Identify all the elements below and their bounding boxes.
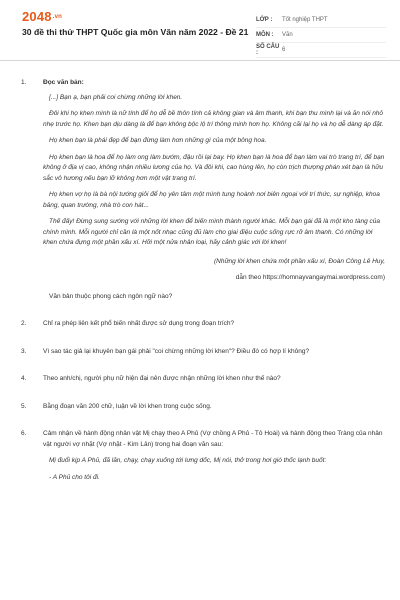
meta-key: MÔN : [256, 32, 274, 38]
meta-key: LỚP : [256, 17, 273, 23]
question-number: 5. [21, 402, 27, 410]
excerpt [43, 456, 385, 483]
passage-paragraph: Họ khen vợ họ là bà nội tướng giỏi để họ yên tâm một mình tung hoành nơi biên ngoại với trí thức, sự nghiệp, khoa bảng, quan trường, nhà trò con hát... [43, 191, 380, 209]
question-number: 2. [21, 320, 27, 327]
passage-paragraph: Thế đấy! Đừng sung sướng với những lời khen để biến mình thành người khác. Mỗi bạn gái đã là một kho tàng của chính mình. Mỗi người chỉ cần là một nốt nhạc cũng đủ làm cho giai điệu cuộc sống rực rỡ âm thanh. Có những lời khen chứa đựng một phần xấu xí. Hỡi một nửa nhân loại, hãy cảnh giác với lời khen! [43, 218, 381, 246]
meta-row-subject [256, 28, 386, 43]
passage-source: (Những lời khen chứa một phần xấu xí, Đoàn Công Lê Huy, [213, 257, 385, 265]
logo-text: 2048 [22, 9, 52, 24]
exam-content [21, 78, 385, 483]
question-number: 1. [21, 79, 27, 86]
meta-key: SỐ CÂU : [256, 44, 280, 56]
passage-paragraph: Họ khen bạn là phái đẹp để bạn đừng làm hơn những gì của một bông hoa. [49, 137, 267, 144]
question-number: 3. [21, 347, 27, 355]
passage-paragraph: Họ khen bạn là hoa để họ làm ong làm bướm, đậu rồi lại bay. Họ khen bạn là hoa để bạn làm vai trò trang trí, để bạn không ở địa vị cao, không nhận nhiều lương của họ. Và đôi khi, cao hùng lên, họ còn trịch thượng phán xét bạn là hữu sắc vô hương nếu bạn lỡ không hơn một vật trang trí. [43, 153, 385, 182]
question-text: Vì sao tác giả lại khuyên bạn gái phải "coi chừng những lời khen"? Điều đó có hợp lí không? [43, 347, 310, 355]
meta-value: Văn [282, 32, 293, 38]
page-title: 30 đề thi thử THPT Quốc gia môn Văn năm 2022 - Đề 21 [22, 27, 249, 37]
question-text: Bằng đoạn văn 200 chữ, luận về lời khen trong cuộc sống. [43, 402, 212, 410]
question-number: 6. [21, 430, 27, 437]
passage-source-link: dẫn theo https://homnayvangaymai.wordpress.com) [235, 274, 385, 281]
meta-row-class [256, 13, 386, 28]
reading-heading: Đọc văn bản: [43, 79, 84, 86]
logo-suffix: .vn [52, 14, 63, 20]
passage-paragraph: [...] Bạn ạ, bạn phải coi chừng những lời khen. [49, 93, 183, 101]
question-6 [21, 429, 385, 483]
question-text: Chỉ ra phép liên kết phổ biến nhất được sử dụng trong đoạn trích? [43, 320, 235, 327]
passage-paragraph: Đôi khi họ khen mình là nữ tính để họ dễ bề thôn tính cả không gian và âm thanh, khi bạn thu mình lại và ăn nói nhỏ nhẹ trước họ. Khen bạn dịu dàng là để bạn không bộc lộ trí thông minh hơn họ. Không cãi lại họ và họ dễ dàng áp đặt. [43, 110, 384, 128]
question-text: Cảm nhận về hành động nhân vật Mị chạy theo A Phủ (Vợ chồng A Phủ - Tô Hoài) và hành động theo Tràng của nhân vật người vợ nhặt (Vợ nhặt - Kim Lân) trong hai đoạn văn sau: [43, 430, 383, 448]
question-text: Văn bản thuộc phong cách ngôn ngữ nào? [49, 292, 173, 300]
site-logo[interactable] [22, 9, 62, 24]
meta-row-count [256, 43, 386, 58]
meta-value: 6 [282, 47, 286, 53]
question-3 [21, 347, 385, 358]
question-number: 4. [21, 375, 27, 382]
reading-passage [43, 93, 385, 249]
exam-meta [256, 13, 386, 58]
question-4 [21, 374, 385, 385]
meta-value: Tốt nghiệp THPT [282, 17, 328, 23]
question-1 [21, 78, 385, 302]
document-header [0, 0, 400, 61]
question-5 [21, 402, 385, 413]
excerpt-paragraph: Mị đuổi kịp A Phủ, đã lăn, chạy, chạy xuống tới lưng dốc, Mị nói, thở trong hơi gió thốc lạnh buốt: [49, 457, 327, 464]
question-text: Theo anh/chị, người phụ nữ hiện đại nên được nhận những lời khen như thế nào? [43, 375, 281, 382]
question-2 [21, 319, 385, 330]
excerpt-paragraph: - A Phủ cho tôi đi. [49, 473, 100, 481]
